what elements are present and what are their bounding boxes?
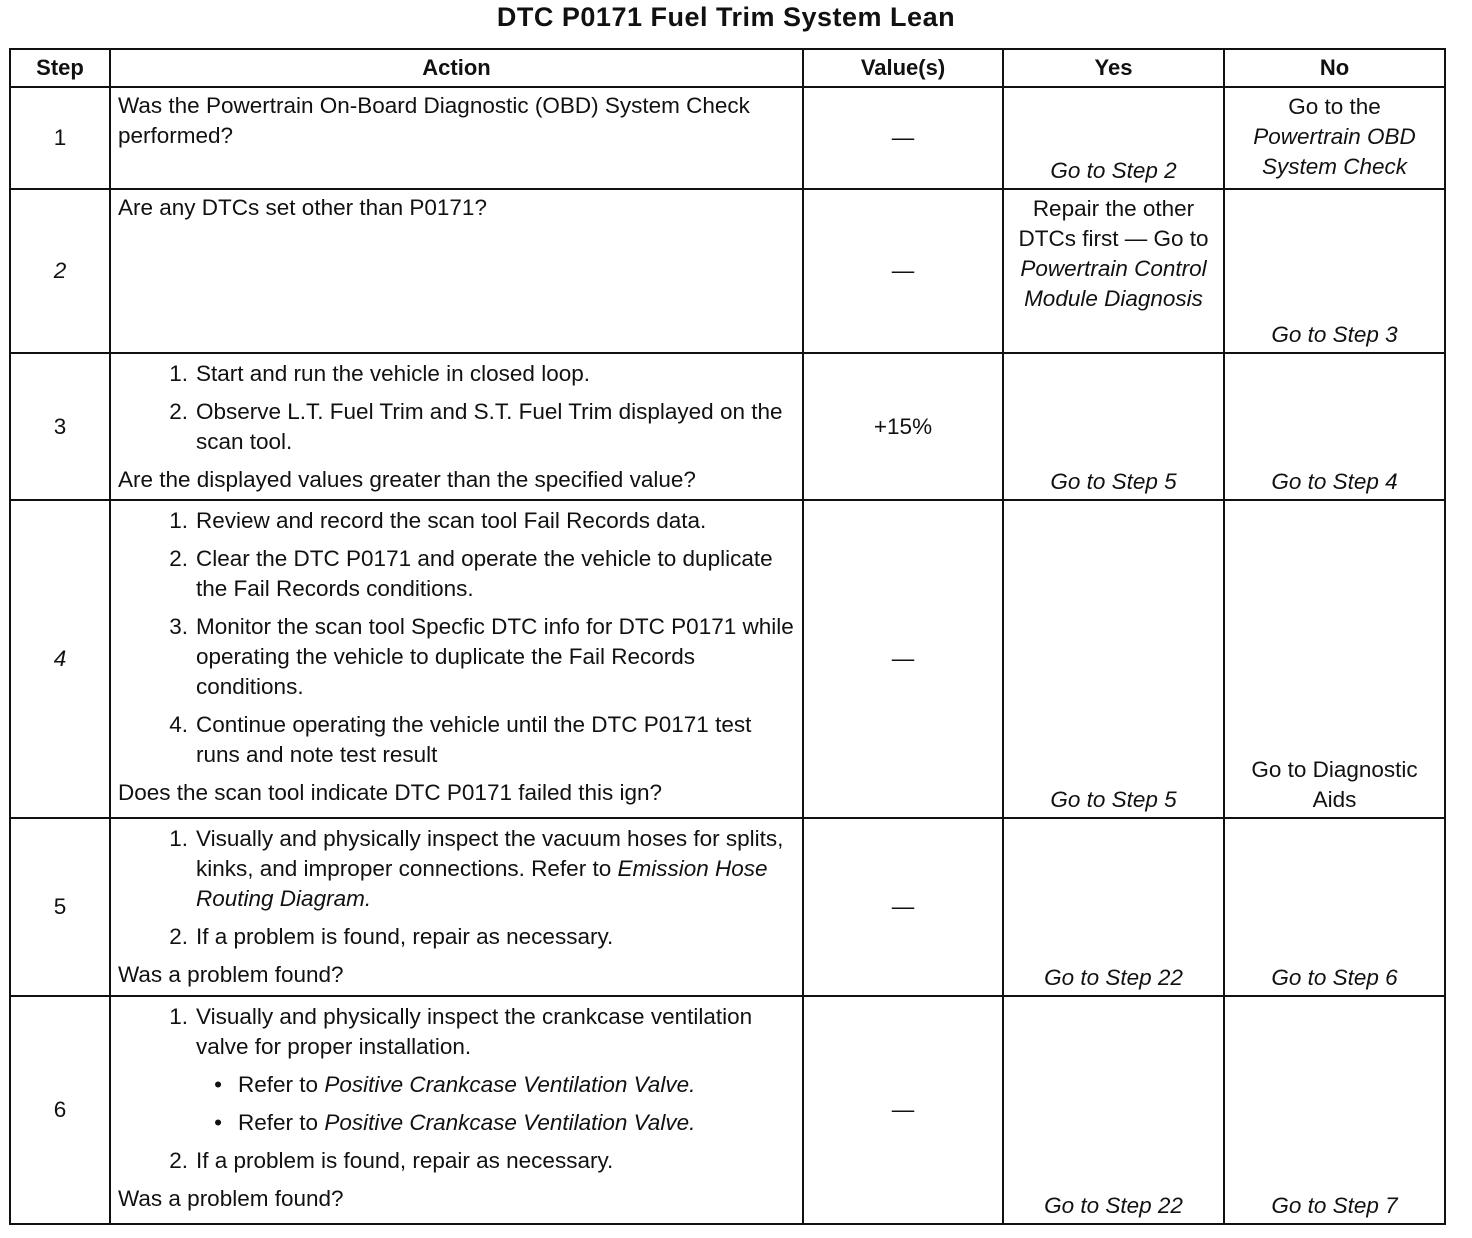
step-number: 5 xyxy=(10,818,110,996)
step-number: 4 xyxy=(10,500,110,818)
bullet-item xyxy=(118,1070,794,1100)
action-cell xyxy=(110,818,803,996)
yes-text: Repair the other DTCs first — Go to xyxy=(1018,196,1209,251)
header-action: Action xyxy=(110,49,803,87)
yes-cell: Go to Step 5 xyxy=(1003,500,1224,818)
yes-cell xyxy=(1003,189,1224,353)
table-row xyxy=(10,87,1445,189)
action-cell xyxy=(110,189,803,353)
action-question: Does the scan tool indicate DTC P0171 failed this ign? xyxy=(118,780,663,805)
action-item xyxy=(118,544,794,604)
item-number: 2. xyxy=(169,399,188,424)
yes-link: Powertrain Control Module Diagnosis xyxy=(1020,256,1207,311)
value-cell: — xyxy=(803,996,1003,1224)
bullet-text xyxy=(238,1108,794,1138)
value-cell: +15% xyxy=(803,353,1003,500)
no-link: Powertrain OBD System Check xyxy=(1253,124,1416,179)
item-number: 1. xyxy=(169,826,188,851)
value-cell: — xyxy=(803,87,1003,189)
action-item xyxy=(118,612,794,702)
table-row xyxy=(10,500,1445,818)
action-item xyxy=(118,1002,794,1062)
header-step: Step xyxy=(10,49,110,87)
value-cell: — xyxy=(803,818,1003,996)
action-item xyxy=(118,506,794,536)
action-question: Are any DTCs set other than P0171? xyxy=(118,195,487,220)
action-item xyxy=(118,922,794,952)
table-row xyxy=(10,818,1445,996)
item-text: Start and run the vehicle in closed loop. xyxy=(196,361,590,386)
bullet-text-plain: Refer to xyxy=(238,1110,319,1135)
item-text: Observe L.T. Fuel Trim and S.T. Fuel Trim displayed on the scan tool. xyxy=(196,399,783,454)
yes-cell: Go to Step 2 xyxy=(1003,87,1224,189)
action-cell xyxy=(110,87,803,189)
action-item xyxy=(118,710,794,770)
item-text: If a problem is found, repair as necessary. xyxy=(196,1148,614,1173)
no-cell: Go to Step 7 xyxy=(1224,996,1445,1224)
action-cell xyxy=(110,353,803,500)
item-number: 3. xyxy=(169,614,188,639)
no-cell: Go to Step 6 xyxy=(1224,818,1445,996)
no-cell: Go to Step 4 xyxy=(1224,353,1445,500)
action-question: Was a problem found? xyxy=(118,962,344,987)
no-cell: Go to Step 3 xyxy=(1224,189,1445,353)
action-cell xyxy=(110,500,803,818)
item-text: Clear the DTC P0171 and operate the vehicle to duplicate the Fail Records conditions. xyxy=(196,546,773,601)
action-question: Are the displayed values greater than the specified value? xyxy=(118,467,696,492)
step-number: 6 xyxy=(10,996,110,1224)
step-number: 2 xyxy=(10,189,110,353)
step-number: 3 xyxy=(10,353,110,500)
yes-cell: Go to Step 22 xyxy=(1003,818,1224,996)
bullet-text xyxy=(238,1070,794,1100)
item-number: 2. xyxy=(169,546,188,571)
yes-cell: Go to Step 5 xyxy=(1003,353,1224,500)
item-text: Visually and physically inspect the crankcase ventilation valve for proper installation. xyxy=(196,1004,753,1059)
bullet-mark: • xyxy=(214,1110,222,1135)
yes-cell: Go to Step 22 xyxy=(1003,996,1224,1224)
table-row xyxy=(10,189,1445,353)
action-question: Was a problem found? xyxy=(118,1186,344,1211)
action-item xyxy=(118,1146,794,1176)
no-text: Go to the xyxy=(1288,94,1381,119)
action-item xyxy=(118,359,794,389)
item-text: Continue operating the vehicle until the DTC P0171 test runs and note test result xyxy=(196,712,752,767)
step-number: 1 xyxy=(10,87,110,189)
header-values: Value(s) xyxy=(803,49,1003,87)
item-number: 1. xyxy=(169,1004,188,1029)
no-cell xyxy=(1224,87,1445,189)
item-reference: Emission Hose Routing Diagram. xyxy=(196,856,768,911)
action-question: Was the Powertrain On-Board Diagnostic (OBD) System Check performed? xyxy=(118,93,750,148)
diagnostic-table xyxy=(9,48,1446,1225)
item-text: Review and record the scan tool Fail Records data. xyxy=(196,508,707,533)
item-number: 2. xyxy=(169,924,188,949)
value-cell: — xyxy=(803,189,1003,353)
action-item xyxy=(118,397,794,457)
item-number: 1. xyxy=(169,508,188,533)
bullet-item xyxy=(118,1108,794,1138)
bullet-text-plain: Refer to xyxy=(238,1072,319,1097)
bullet-mark: • xyxy=(214,1072,222,1097)
item-text-plain: Visually and physically inspect the vacuum hoses for splits, kinks, and improper connections. Refer to xyxy=(196,826,784,881)
header-row xyxy=(10,49,1445,87)
header-yes: Yes xyxy=(1003,49,1224,87)
value-cell: — xyxy=(803,500,1003,818)
bullet-reference: Positive Crankcase Ventilation Valve. xyxy=(324,1110,696,1135)
item-text xyxy=(196,824,794,914)
item-text: If a problem is found, repair as necessary. xyxy=(196,924,614,949)
item-text: Monitor the scan tool Specfic DTC info for DTC P0171 while operating the vehicle to duplicate the Fail Records conditions. xyxy=(196,614,794,699)
item-number: 4. xyxy=(169,712,188,737)
page-title: DTC P0171 Fuel Trim System Lean xyxy=(496,2,956,32)
header-no: No xyxy=(1224,49,1445,87)
item-number: 1. xyxy=(169,361,188,386)
table-row xyxy=(10,353,1445,500)
no-cell: Go to Diagnostic Aids xyxy=(1224,500,1445,818)
action-cell xyxy=(110,996,803,1224)
action-item xyxy=(118,824,794,914)
item-number: 2. xyxy=(169,1148,188,1173)
bullet-reference: Positive Crankcase Ventilation Valve. xyxy=(324,1072,696,1097)
table-row xyxy=(10,996,1445,1224)
